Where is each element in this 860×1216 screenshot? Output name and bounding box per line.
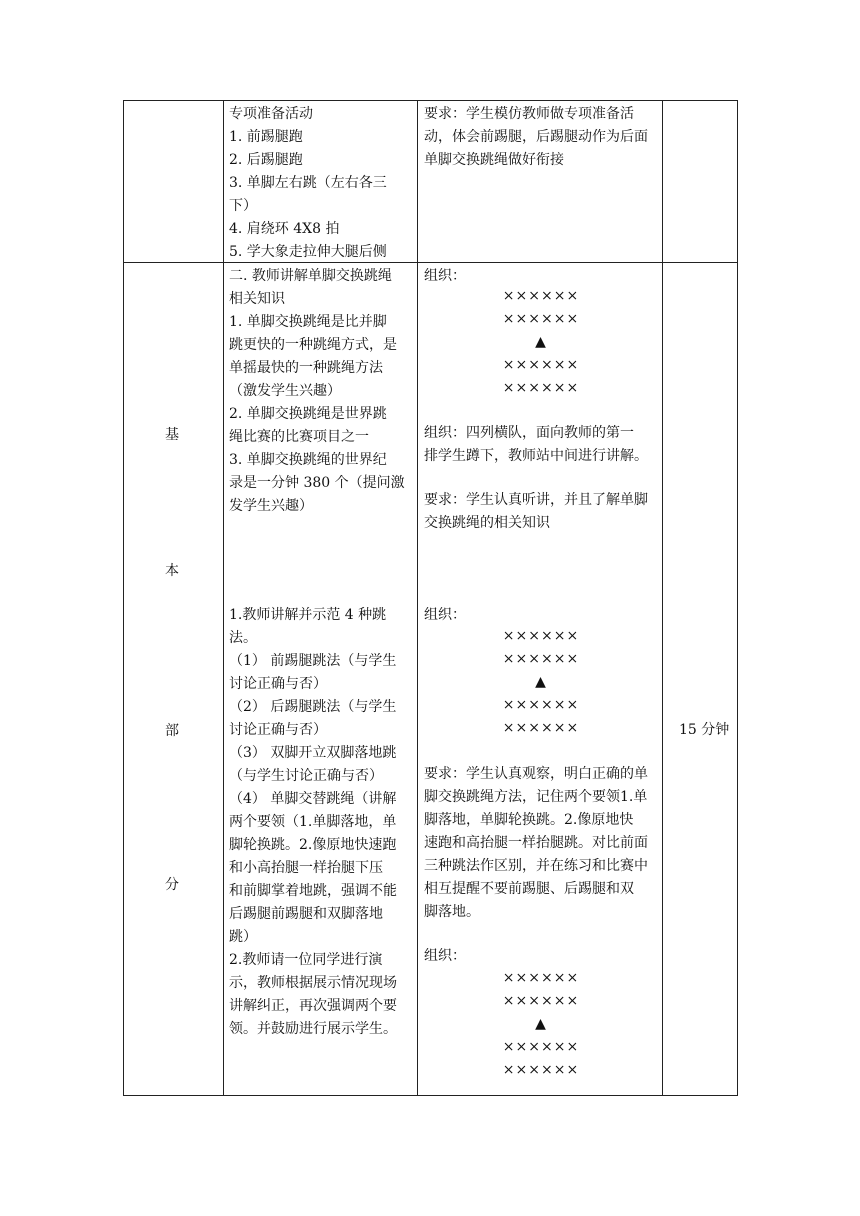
teacher-marker: ▲ <box>535 674 547 690</box>
content-line: 和前脚掌着地跳，强调不能 <box>229 883 397 899</box>
teacher-marker: ▲ <box>535 1016 547 1032</box>
content-line: 1.教师讲解并示范 4 种跳 <box>229 607 387 623</box>
content-line: 两个要领（1.单脚落地，单 <box>229 814 397 830</box>
demonstration-cell <box>229 604 409 1041</box>
content-line: 跳） <box>229 929 257 945</box>
content-line: 2. 单脚交换跳绳是世界跳 <box>229 406 387 422</box>
content-line: 组织：四列横队，面向教师的第一 <box>424 425 634 441</box>
student-row: ×××××× <box>502 288 580 304</box>
student-row: ×××××× <box>502 628 580 644</box>
column-divider-3 <box>662 100 663 1096</box>
content-line: 相关知识 <box>229 291 285 307</box>
content-line: 单摇最快的一种跳绳方法 <box>229 360 383 376</box>
knowledge-explanation-cell <box>229 265 409 518</box>
content-line: 脚落地。 <box>424 904 480 920</box>
requirement-line: 单脚交换跳绳做好衔接 <box>424 152 564 168</box>
warmup-item: 4. 肩绕环 4X8 拍 <box>229 221 340 237</box>
content-line: （激发学生兴趣） <box>229 383 341 399</box>
content-line: 和小高抬腿一样抬腿下压 <box>229 860 383 876</box>
warmup-item: 5. 学大象走拉伸大腿后侧 <box>229 244 387 260</box>
column-divider-2 <box>417 100 418 1096</box>
column-divider-1 <box>223 100 224 1096</box>
content-line: 发学生兴趣） <box>229 498 313 514</box>
org-label: 组织： <box>424 948 466 964</box>
content-line: 示，教师根据展示情况现场 <box>229 975 397 991</box>
content-line: 领。并鼓励进行展示学生。 <box>229 1021 397 1037</box>
content-line: （2） 后踢腿跳法（与学生 <box>229 699 397 715</box>
row-divider <box>123 262 738 263</box>
org-label: 组织： <box>424 268 466 284</box>
student-row: ×××××× <box>502 1062 580 1078</box>
content-line: 交换跳绳的相关知识 <box>424 515 550 531</box>
warmup-item: 1. 前踢腿跑 <box>229 129 303 145</box>
table-border-bottom <box>123 1095 738 1096</box>
content-line: 三种跳法作区别，并在练习和比赛中 <box>424 858 648 874</box>
content-line: （1） 前踢腿跳法（与学生 <box>229 653 397 669</box>
content-line: 后踢腿前踢腿和双脚落地 <box>229 906 383 922</box>
content-line: 讨论正确与否） <box>229 676 327 692</box>
student-row: ×××××× <box>502 380 580 396</box>
content-line: （3） 双脚开立双脚落地跳 <box>229 745 397 761</box>
warmup-requirement-cell <box>424 103 658 172</box>
requirement-line: 要求：学生模仿教师做专项准备活 <box>424 106 634 122</box>
content-line: 录是一分钟 380 个（提问激 <box>229 475 405 491</box>
warmup-item: 3. 单脚左右跳（左右各三 <box>229 175 387 191</box>
warmup-item: 2. 后踢腿跑 <box>229 152 303 168</box>
section-label-char: 分 <box>165 877 179 893</box>
student-row: ×××××× <box>502 697 580 713</box>
content-line: 2.教师请一位同学进行演 <box>229 952 383 968</box>
content-line: 讲解纠正，再次强调两个要 <box>229 998 397 1014</box>
table-border-top <box>123 100 738 101</box>
organization-description <box>424 422 658 468</box>
content-line: 要求：学生认真听讲，并且了解单脚 <box>424 492 648 508</box>
student-row: ×××××× <box>502 970 580 986</box>
table-border-right <box>737 100 738 1096</box>
content-line: 脚轮换跳。2.像原地快速跑 <box>229 837 397 853</box>
org-label: 组织： <box>424 607 466 623</box>
content-line: 排学生蹲下，教师站中间进行讲解。 <box>424 448 648 464</box>
content-line: 脚落地，单脚轮换跳。2.像原地快 <box>424 812 634 828</box>
teacher-marker: ▲ <box>535 334 547 350</box>
student-row: ×××××× <box>502 993 580 1009</box>
content-line: （4） 单脚交替跳绳（讲解 <box>229 791 397 807</box>
section-label-char: 部 <box>165 723 179 739</box>
content-line: 要求：学生认真观察，明白正确的单 <box>424 766 648 782</box>
student-row: ×××××× <box>502 1039 580 1055</box>
content-line: 讨论正确与否） <box>229 722 327 738</box>
student-row: ×××××× <box>502 357 580 373</box>
content-line: 1. 单脚交换跳绳是比并脚 <box>229 314 387 330</box>
section-label-char: 本 <box>165 563 179 579</box>
content-line: 法。 <box>229 630 257 646</box>
formation-diagram <box>424 625 658 740</box>
section-label-char: 基 <box>165 427 179 443</box>
content-line: 跳更快的一种跳绳方式，是 <box>229 337 397 353</box>
warmup-activities-cell <box>229 103 409 264</box>
student-row: ×××××× <box>502 651 580 667</box>
requirement-description <box>424 763 658 924</box>
content-line: 相互提醒不要前踢腿、后踢腿和双 <box>424 881 634 897</box>
content-line: 3. 单脚交换跳绳的世界纪 <box>229 452 387 468</box>
student-row: ×××××× <box>502 720 580 736</box>
formation-diagram <box>424 967 658 1082</box>
content-line: 脚交换跳绳方法，记住两个要领1.单 <box>424 789 648 805</box>
warmup-item-continued: 下） <box>229 198 257 214</box>
content-line: 二. 教师讲解单脚交换跳绳 <box>229 268 392 284</box>
requirement-description <box>424 489 658 535</box>
warmup-title: 专项准备活动 <box>229 106 313 122</box>
student-row: ×××××× <box>502 311 580 327</box>
requirement-line: 动，体会前踢腿，后踢腿动作为后面 <box>424 129 648 145</box>
content-line: 绳比赛的比赛项目之一 <box>229 429 369 445</box>
formation-diagram <box>424 285 658 400</box>
duration-label: 15 分钟 <box>679 722 730 738</box>
content-line: （与学生讨论正确与否） <box>229 768 383 784</box>
content-line: 速跑和高抬腿一样抬腿跳。对比前面 <box>424 835 648 851</box>
table-border-left <box>123 100 124 1096</box>
